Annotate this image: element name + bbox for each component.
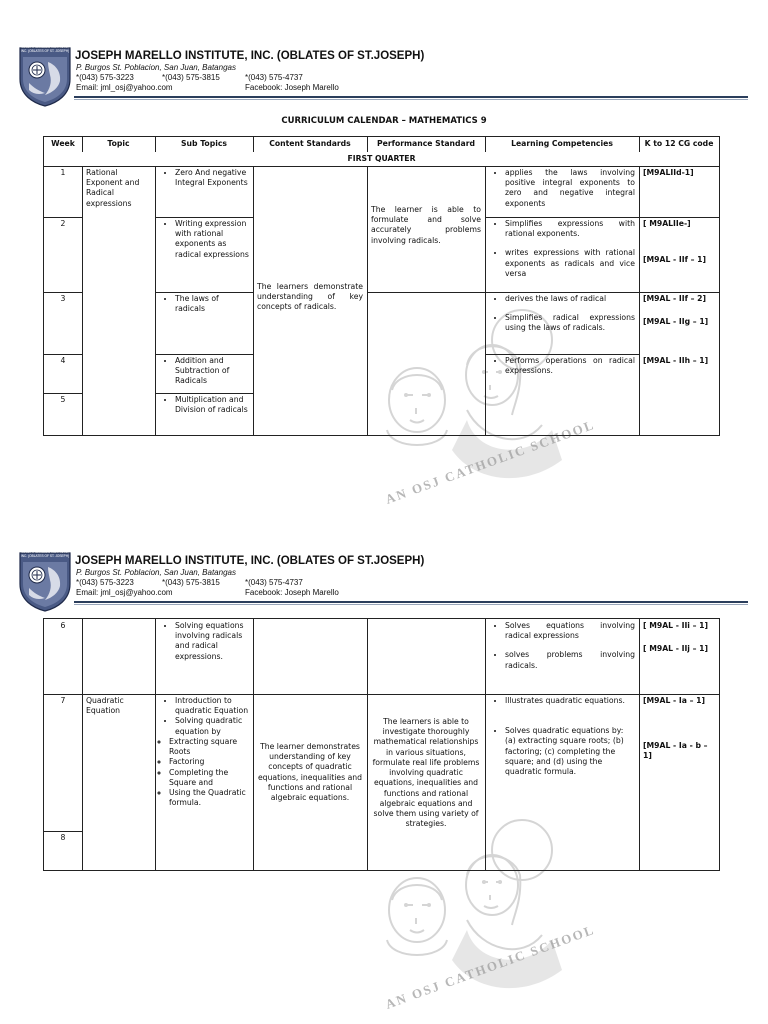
content-standard-cell: The learners demonstrate understanding of key concepts of radicals. bbox=[257, 282, 363, 312]
subtopic-cell bbox=[155, 166, 253, 199]
competency-item: • Simplifies expressions with rational exponents. bbox=[505, 219, 635, 239]
cg-code: [ M9ALIIe-] bbox=[643, 219, 691, 228]
cg-code: [M9AL - IIh – 1] bbox=[643, 356, 709, 365]
topic-cell: Rational Exponent and Radical expressions bbox=[86, 168, 140, 208]
subtopic-cell bbox=[155, 292, 253, 325]
column-header-subtopics: Sub Topics bbox=[181, 139, 227, 148]
competency-item: • Solves quadratic equations by: (a) extracting square roots; (b) factoring; (c) completing the square; and (d) using the quadratic formula. bbox=[505, 726, 635, 777]
competency-item: • solves problems involving radicals. bbox=[505, 650, 635, 670]
subtopic-item: • Solving equations involving radicals and radical expressions. bbox=[175, 621, 249, 662]
subtopic-cell bbox=[155, 354, 253, 398]
document-page-2 bbox=[0, 505, 768, 1012]
cg-code: [M9ALIId-1] bbox=[643, 168, 694, 177]
competency-cell bbox=[485, 292, 639, 345]
phone-2: *(043) 575-3815 bbox=[162, 73, 220, 82]
institution-name: JOSEPH MARELLO INSTITUTE, INC. (OBLATES OF ST.JOSEPH) bbox=[75, 555, 425, 567]
competency-cell bbox=[485, 694, 639, 788]
logo-banner-text: JOSEPH MARELLO INSTITUTE, INC. (OBLATES OF ST. JOSEPH) bbox=[20, 550, 70, 558]
column-header-week: Week bbox=[51, 139, 75, 148]
method-item: ◦ Using the Quadratic formula. bbox=[169, 788, 249, 808]
subtopic-item: • Multiplication and Division of radicals bbox=[175, 395, 249, 415]
competency-item: • Illustrates quadratic equations. bbox=[505, 696, 635, 706]
column-divider bbox=[82, 619, 83, 870]
calendar-title: CURRICULUM CALENDAR – MATHEMATICS 9 bbox=[281, 116, 487, 126]
subtopic-cell bbox=[155, 619, 253, 673]
method-item: ◦ Extracting square Roots bbox=[169, 737, 249, 757]
row-divider bbox=[44, 166, 719, 167]
week-number: 4 bbox=[60, 356, 66, 365]
watermark-caption: AN OSJ CATHOLIC SCHOOL bbox=[383, 921, 597, 1012]
topic-cell: Quadratic Equation bbox=[86, 696, 124, 716]
watermark-caption: AN OSJ CATHOLIC SCHOOL bbox=[383, 416, 597, 507]
week-number: 5 bbox=[60, 395, 66, 404]
column-header-content-standards: Content Standards bbox=[269, 139, 351, 148]
phone-3: *(043) 575-4737 bbox=[245, 73, 303, 82]
performance-standard-cell: The learner is able to formulate and solve accurately problems involving radicals. bbox=[371, 205, 481, 245]
week-number: 1 bbox=[60, 168, 66, 177]
competency-cell bbox=[485, 619, 639, 682]
column-divider bbox=[639, 137, 640, 435]
school-logo-icon bbox=[17, 45, 73, 107]
subtopic-item: • The laws of radicals bbox=[175, 294, 249, 314]
competency-cell bbox=[485, 166, 639, 220]
institution-address: P. Burgos St. Poblacion, San Juan, Batangas bbox=[76, 63, 236, 72]
phone-1: *(043) 575-3223 bbox=[76, 578, 134, 587]
competency-cell bbox=[485, 354, 639, 387]
competency-item: • Solves equations involving radical expressions bbox=[505, 621, 635, 641]
cg-code: [M9AL - IIg – 1] bbox=[643, 317, 709, 326]
method-item: ◦ Completing the Square and bbox=[169, 768, 249, 788]
cg-code: [M9AL - Ia – 1] bbox=[643, 696, 706, 705]
competency-item: • Performs operations on radical expressions. bbox=[505, 356, 635, 376]
subtopic-item: • Addition and Subtraction of Radicals bbox=[175, 356, 249, 387]
competency-cell bbox=[485, 217, 639, 290]
curriculum-table-page-1 bbox=[43, 136, 720, 436]
week-number: 3 bbox=[60, 294, 66, 303]
column-header-topic: Topic bbox=[107, 139, 130, 148]
column-header-learning-competencies: Learning Competencies bbox=[511, 139, 613, 148]
phone-3: *(043) 575-4737 bbox=[245, 578, 303, 587]
subtopic-item: • Writing expression with rational exponents as radical expressions bbox=[175, 219, 249, 260]
competency-item: • derives the laws of radical bbox=[505, 294, 635, 304]
curriculum-table-page-2 bbox=[43, 618, 720, 871]
email-address: Email: jml_osj@yahoo.com bbox=[76, 83, 173, 92]
subtopic-cell bbox=[155, 694, 253, 811]
phone-1: *(043) 575-3223 bbox=[76, 73, 134, 82]
header-divider-thin bbox=[74, 604, 748, 605]
subtopic-cell bbox=[155, 217, 253, 271]
subtopic-item: • Solving quadratic equation by bbox=[175, 716, 249, 736]
header-divider-thin bbox=[74, 99, 748, 100]
institution-name: JOSEPH MARELLO INSTITUTE, INC. (OBLATES OF ST.JOSEPH) bbox=[75, 50, 425, 62]
column-header-cg-code: K to 12 CG code bbox=[644, 139, 714, 148]
header-divider bbox=[74, 601, 748, 603]
cg-code: [ M9AL - IIi – 1] bbox=[643, 621, 708, 630]
email-address: Email: jml_osj@yahoo.com bbox=[76, 588, 173, 597]
school-logo-icon bbox=[17, 550, 73, 612]
column-header-performance-standard: Performance Standard bbox=[376, 139, 476, 148]
competency-item: • applies the laws involving positive integral exponents to zero and negative integral exponents bbox=[505, 168, 635, 209]
cg-code: [M9AL - IIf – 1] bbox=[643, 255, 707, 264]
week-number: 8 bbox=[60, 833, 66, 842]
cg-code: [M9AL - IIf – 2] bbox=[643, 294, 707, 303]
facebook-page: Facebook: Joseph Marello bbox=[245, 83, 339, 92]
subtopic-item: • Introduction to quadratic Equation bbox=[175, 696, 249, 716]
cg-code: [ M9AL - IIj – 1] bbox=[643, 644, 708, 653]
phone-2: *(043) 575-3815 bbox=[162, 578, 220, 587]
subtopic-cell bbox=[155, 393, 253, 426]
competency-item: • writes expressions with rational exponents as radicals and vice versa bbox=[505, 248, 635, 279]
logo-banner-text: JOSEPH MARELLO INSTITUTE, INC. (OBLATES OF ST. JOSEPH) bbox=[20, 45, 70, 53]
subtopic-item: • Zero And negative Integral Exponents bbox=[175, 168, 249, 188]
week-number: 6 bbox=[60, 621, 66, 630]
document-page-1 bbox=[0, 0, 768, 507]
method-item: ◦ Factoring bbox=[169, 757, 249, 767]
quarter-label: FIRST QUARTER bbox=[44, 152, 719, 166]
competency-item: • Simplifies radical expressions using the laws of radicals. bbox=[505, 313, 635, 333]
week-number: 2 bbox=[60, 219, 66, 228]
cg-code: [M9AL - Ia - b – 1] bbox=[643, 741, 708, 761]
header-divider bbox=[74, 96, 748, 98]
facebook-page: Facebook: Joseph Marello bbox=[245, 588, 339, 597]
institution-address: P. Burgos St. Poblacion, San Juan, Batangas bbox=[76, 568, 236, 577]
week-number: 7 bbox=[60, 696, 66, 705]
content-standard-cell: The learner demonstrates understanding of key concepts of quadratic equations, inequalities and functions and rational algebraic equations. bbox=[257, 742, 363, 803]
performance-standard-cell: The learners is able to investigate thoroughly mathematical relationships in various situations, formulate real life problems involving quadratic equations, inequalities and functions and rational algebraic equations and solve them using variety of strategies. bbox=[372, 717, 480, 829]
column-divider bbox=[367, 137, 368, 435]
